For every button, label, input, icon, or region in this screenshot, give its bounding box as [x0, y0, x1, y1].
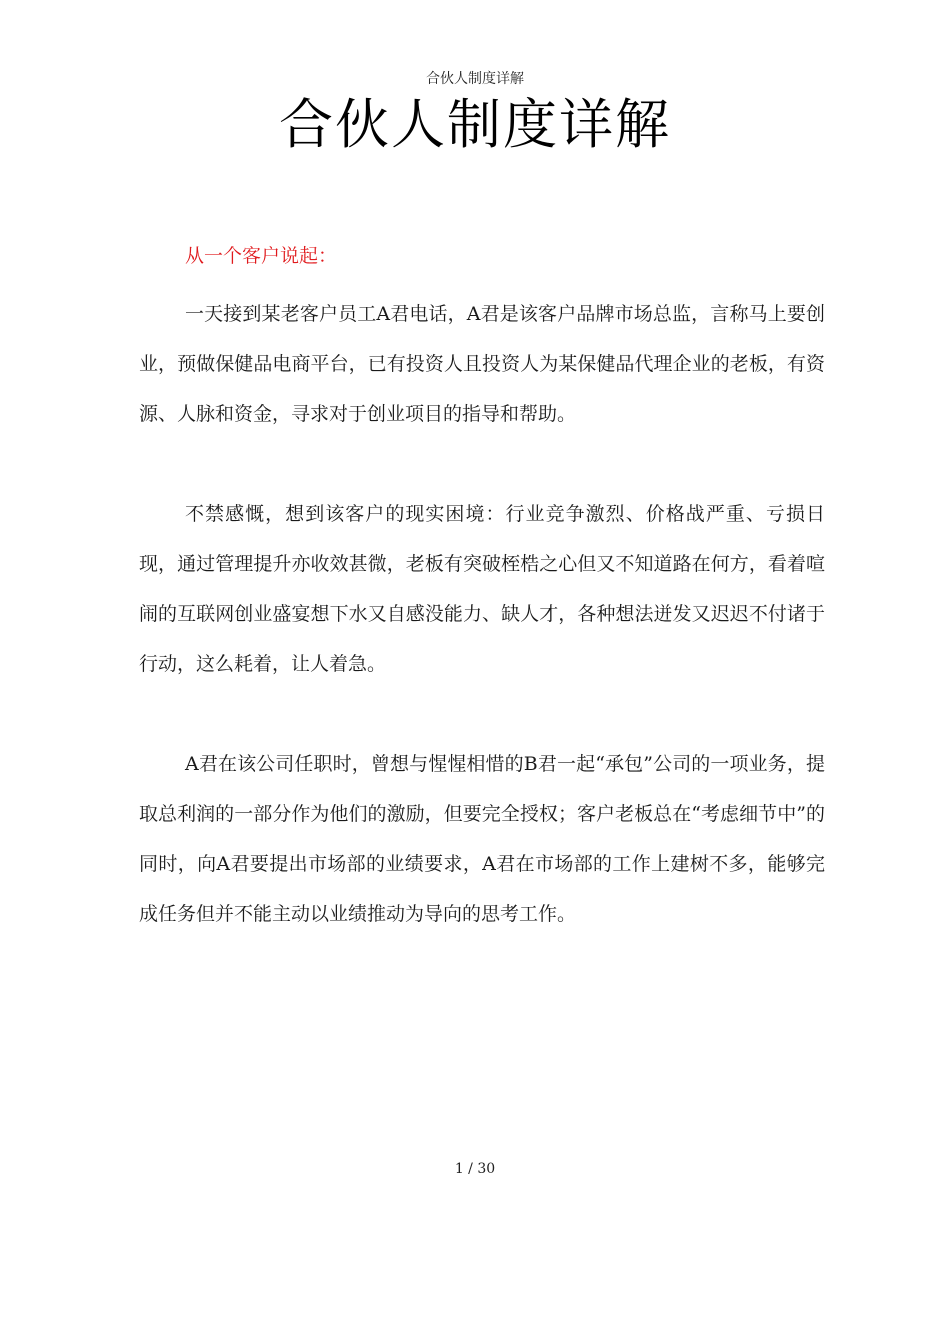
paragraph-3: A君在该公司任职时，曾想与惺惺相惜的B君一起“承包”公司的一项业务，提取总利润的一部分作为他们的激励，但要完全授权；客户老板总在“考虑细节中”的同时，向A君要提出市场部的业绩要求，A君在市场部的工作上建树不多，能够完成任务但并不能主动以业绩推动为导向的思考工作。	[139, 753, 825, 925]
paragraph-2: 不禁感慨，想到该客户的现实困境：行业竞争激烈、价格战严重、亏损日现，通过管理提升亦收效甚微，老板有突破桎梏之心但又不知道路在何方，看着喧闹的互联网创业盛宴想下水又自感没能力、缺人才，各种想法迸发又迟迟不付诸于行动，这么耗着，让人着急。	[139, 503, 825, 675]
paragraph-1: 一天接到某老客户员工A君电话，A君是该客户品牌市场总监，言称马上要创业，预做保健品电商平台，已有投资人且投资人为某保健品代理企业的老板，有资源、人脉和资金，寻求对于创业项目的指导和帮助。	[139, 303, 825, 425]
document-body	[139, 238, 825, 939]
intro-heading: 从一个客户说起：	[185, 245, 338, 267]
running-header: 合伙人制度详解	[426, 71, 524, 87]
page-number: 1 / 30	[454, 1161, 496, 1177]
document-title: 合伙人制度详解	[279, 93, 671, 156]
